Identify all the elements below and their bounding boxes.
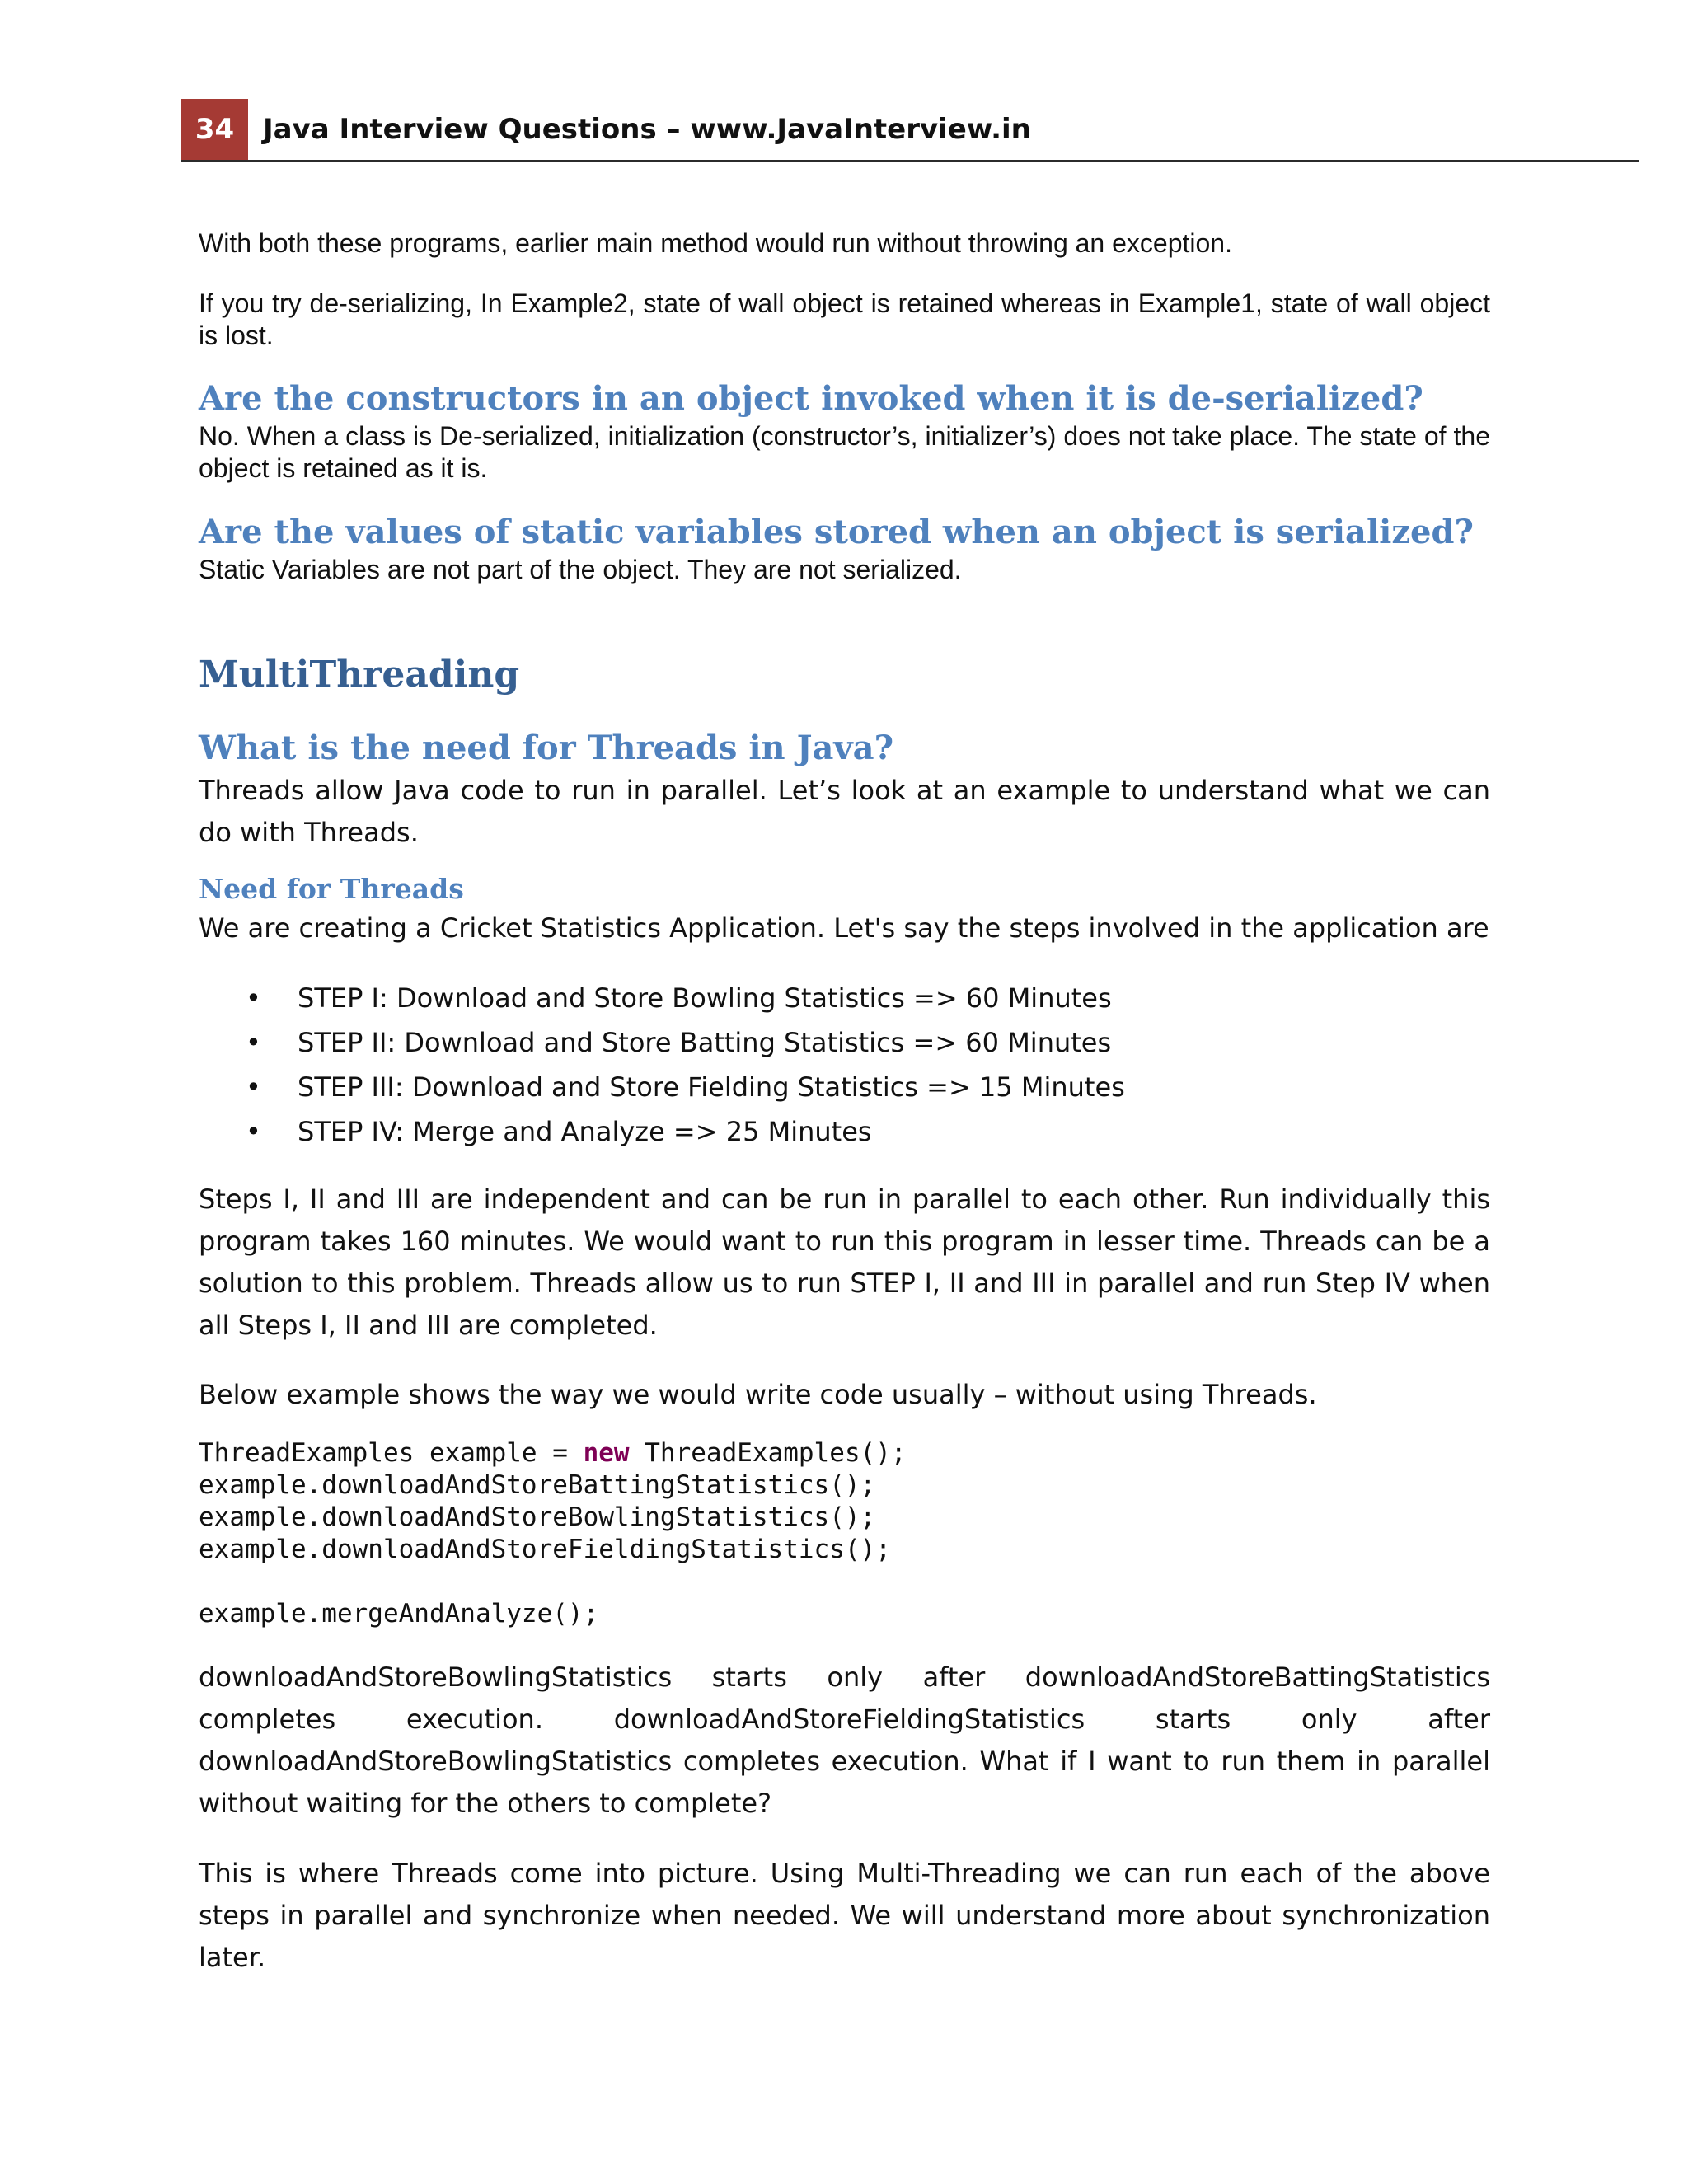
list-item	[199, 976, 1490, 1020]
code-line: example.downloadAndStoreBowlingStatistics();	[199, 1502, 876, 1532]
code-block	[199, 1437, 1490, 1630]
code-line	[199, 1437, 1490, 1469]
code-line: example.mergeAndAnalyze();	[199, 1599, 599, 1629]
answer-constructors-deserialized: No. When a class is De-serialized, initialization (constructor’s, initializer’s) does not take place. The state of the object is retained as it is.	[199, 421, 1490, 483]
paragraph-cricket-app: We are creating a Cricket Statistics Application. Let's say the steps involved in the application are	[199, 912, 1489, 944]
bullet-icon: •	[246, 1027, 261, 1058]
heading-static-variables: Are the values of static variables stored when an object is serialized?	[199, 513, 1474, 551]
steps-list	[199, 976, 1490, 1154]
page-header	[181, 99, 1639, 162]
code-keyword: new	[583, 1438, 630, 1468]
code-line: example.downloadAndStoreBattingStatistics();	[199, 1470, 876, 1500]
step-text: STEP III: Download and Store Fielding Statistics => 15 Minutes	[298, 1071, 1125, 1103]
paragraph-deserializing-state: If you try de-serializing, In Example2, state of wall object is retained whereas in Example1, state of wall object is lost.	[199, 288, 1490, 350]
paragraph-steps-parallel: Steps I, II and III are independent and can be run in parallel to each other. Run individually this program takes 160 minutes. We would want to run this program in lesser time. Threads can be a solution to this problem. Threads allow us to run STEP I, II and III in parallel and run Step IV when all Steps I, II and III are completed.	[199, 1183, 1490, 1341]
subheading-need-for-threads: Need for Threads	[199, 873, 464, 905]
answer-static-variables: Static Variables are not part of the object. They are not serialized.	[199, 555, 962, 584]
list-item	[199, 1109, 1490, 1154]
paragraph-programs-run: With both these programs, earlier main method would run without throwing an exception.	[199, 228, 1232, 258]
step-text: STEP II: Download and Store Batting Statistics => 60 Minutes	[298, 1027, 1112, 1058]
code-text: ThreadExamples example =	[199, 1438, 584, 1468]
bullet-icon: •	[246, 982, 261, 1014]
bullet-icon: •	[246, 1071, 261, 1103]
list-item	[199, 1020, 1490, 1065]
code-text: ThreadExamples();	[629, 1438, 907, 1468]
paragraph-threads-parallel: Threads allow Java code to run in parallel. Let’s look at an example to understand what we can do with Threads.	[199, 775, 1490, 848]
heading-need-for-threads-question: What is the need for Threads in Java?	[199, 729, 894, 767]
paragraph-threads-picture: This is where Threads come into picture. Using Multi-Threading we can run each of the above steps in parallel and synchronize when needed. We will understand more about synchronization later.	[199, 1858, 1490, 1973]
header-title: Java Interview Questions – www.JavaInterview.in	[263, 113, 1031, 146]
page-content	[199, 227, 1490, 1979]
heading-constructors-deserialized: Are the constructors in an object invoked when it is de-serialized?	[199, 379, 1423, 418]
heading-multithreading: MultiThreading	[199, 654, 520, 696]
bullet-icon: •	[246, 1116, 261, 1147]
paragraph-without-threads: Below example shows the way we would write code usually – without using Threads.	[199, 1379, 1317, 1410]
step-text: STEP I: Download and Store Bowling Statistics => 60 Minutes	[298, 982, 1112, 1014]
code-line: example.downloadAndStoreFieldingStatistics();	[199, 1535, 891, 1564]
paragraph-sequential-execution: downloadAndStoreBowlingStatistics starts only after downloadAndStoreBattingStatistics completes execution. downloadAndStoreFieldingStatistics starts only after downloadAndStoreBowlingStatistics completes execution. What if I want to run them in parallel without waiting for the others to complete?	[199, 1661, 1490, 1819]
list-item	[199, 1065, 1490, 1109]
step-text: STEP IV: Merge and Analyze => 25 Minutes	[298, 1116, 872, 1147]
page-number: 34	[181, 99, 248, 160]
